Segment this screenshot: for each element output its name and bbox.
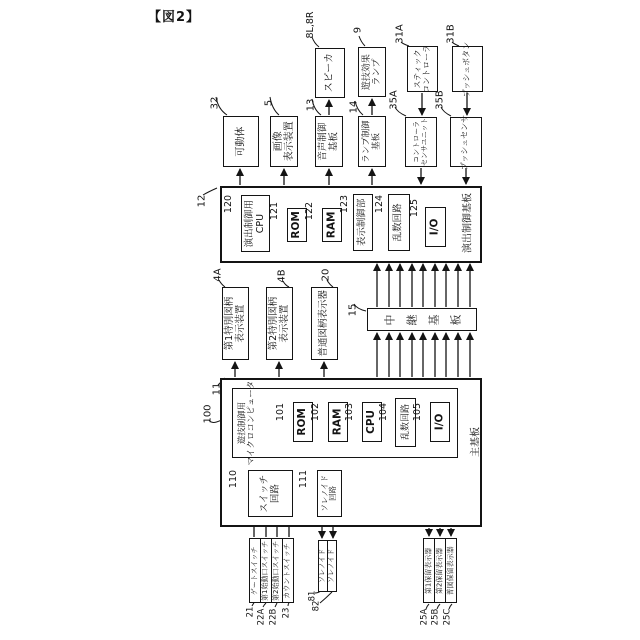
node-game-effect-lamp xyxy=(358,47,386,97)
node-controller-sensor-unit-label: コントローラ センサユニット xyxy=(412,117,429,167)
node-speaker xyxy=(315,48,345,98)
special-symbol-display-2 xyxy=(266,287,293,360)
start1-switch-label: 第1始動口スイッチ xyxy=(261,540,270,601)
node-lamp-control-board xyxy=(358,116,386,167)
relay-board-name: 中 継 基 板 xyxy=(383,314,462,325)
node-push-button-label: プッシュボタン xyxy=(462,41,472,97)
node-stick-controller xyxy=(407,46,438,92)
node-push-button xyxy=(452,41,483,97)
start2-switch-label: 第2始動口スイッチ xyxy=(272,540,281,601)
switch-circuit xyxy=(248,470,293,517)
switch-circuit-label: スイッチ 回路 xyxy=(258,474,281,513)
figure-label: 【図2】 xyxy=(148,10,201,25)
node-speaker-label: スピーカ xyxy=(324,53,336,93)
node-image-display xyxy=(270,116,298,167)
node-movable-body-label: 可動体 xyxy=(235,126,247,157)
normal-hold-display-label: 普図保留表示器 xyxy=(446,545,455,595)
main-io-label: I/O xyxy=(433,413,446,431)
node-image-display-label: 画像 表示装置 xyxy=(272,121,295,162)
solenoid-circuit xyxy=(317,470,342,517)
main-io xyxy=(430,402,450,442)
effect-display-control xyxy=(353,194,373,251)
main-cpu-label: CPU xyxy=(365,410,378,434)
effect-cpu-label: 演出制御用 CPU xyxy=(243,199,266,248)
special-symbol-display-1 xyxy=(222,287,249,360)
patent-figure-canvas: 【図2】 可動体 画像 表示装置 音声制御 基板 ランプ制御 基板 スピーカ 遊技効果 ランプ スティック コントローラ プッシュボタン コントローラ センサユニット プッシュセンサ 演出制御用 CPU ROM RAM 表示制御部 乱数回路 I/O 演出制御基板 第1特別図柄 表示装置 第2特別図柄 表示装置 普通図柄表示器 中 継 基 板 遊技制御用 マイクロコンピュータ ROM RAM CPU 乱数回路 I/O スイッチ 回路 ソレノイド 回路 主基板 ゲートスイッチ 第1始動口スイッチ 第2始動口スイッチ カウントスイッチ ソレノイド ソレノイド 第1保留表示器 第2保留表示器 普図保留表示器 32 5 13 14 8L,8R 9 31A 31B 35A 35B 12 120 121 122 123 124 125 4A 4B 20 15 11 100 101 102 103 104 105 110 111 21 22A 22B 23 81 82 25A 25B 25C xyxy=(0,0,640,640)
effect-ram-label: RAM xyxy=(325,211,338,239)
solenoid-81-label: ソレノイド xyxy=(318,548,327,584)
effect-ram xyxy=(322,208,342,242)
gate-switch-label: ゲートスイッチ xyxy=(250,546,259,595)
count-switch xyxy=(282,538,294,603)
effect-display-control-label: 表示制御部 xyxy=(356,198,368,247)
node-stick-controller-label: スティック コントローラ xyxy=(412,45,431,93)
effect-random-circuit xyxy=(388,194,410,251)
solenoid-circuit-label: ソレノイド 回路 xyxy=(320,475,338,512)
node-sound-control-board-label: 音声制御 基板 xyxy=(317,122,340,161)
hold-display-2-label: 第2保留表示器 xyxy=(435,547,444,594)
node-movable-body xyxy=(223,116,259,167)
normal-symbol-display-label: 普通図柄表示器 xyxy=(318,290,330,357)
main-random-circuit-label: 乱数回路 xyxy=(400,404,411,441)
solenoid-82-label: ソレノイド xyxy=(327,548,336,584)
node-push-sensor xyxy=(450,114,482,170)
hold-display-1-label: 第1保留表示器 xyxy=(424,547,433,594)
normal-hold-display xyxy=(445,538,457,603)
effect-io-label: I/O xyxy=(428,218,441,236)
effect-random-circuit-label: 乱数回路 xyxy=(392,203,404,242)
node-lamp-control-board-label: ランプ制御 基板 xyxy=(361,120,382,163)
relay-board xyxy=(367,308,477,331)
special-symbol-display-2-label: 第2特別図柄 表示装置 xyxy=(267,296,290,351)
effect-rom-label: ROM xyxy=(290,211,303,239)
node-game-effect-lamp-label: 遊技効果 ランプ xyxy=(361,53,383,91)
main-rom-label: ROM xyxy=(296,408,309,436)
special-symbol-display-1-label: 第1特別図柄 表示装置 xyxy=(223,296,246,351)
effect-cpu xyxy=(241,195,270,252)
node-controller-sensor-unit xyxy=(405,117,437,167)
effect-io xyxy=(425,207,446,247)
normal-symbol-display xyxy=(311,287,338,360)
count-switch-label: カウントスイッチ xyxy=(283,542,292,599)
node-push-sensor-label: プッシュセンサ xyxy=(460,114,470,170)
solenoid-82 xyxy=(327,540,337,592)
node-sound-control-board xyxy=(315,116,343,167)
main-ram-label: RAM xyxy=(331,408,344,436)
